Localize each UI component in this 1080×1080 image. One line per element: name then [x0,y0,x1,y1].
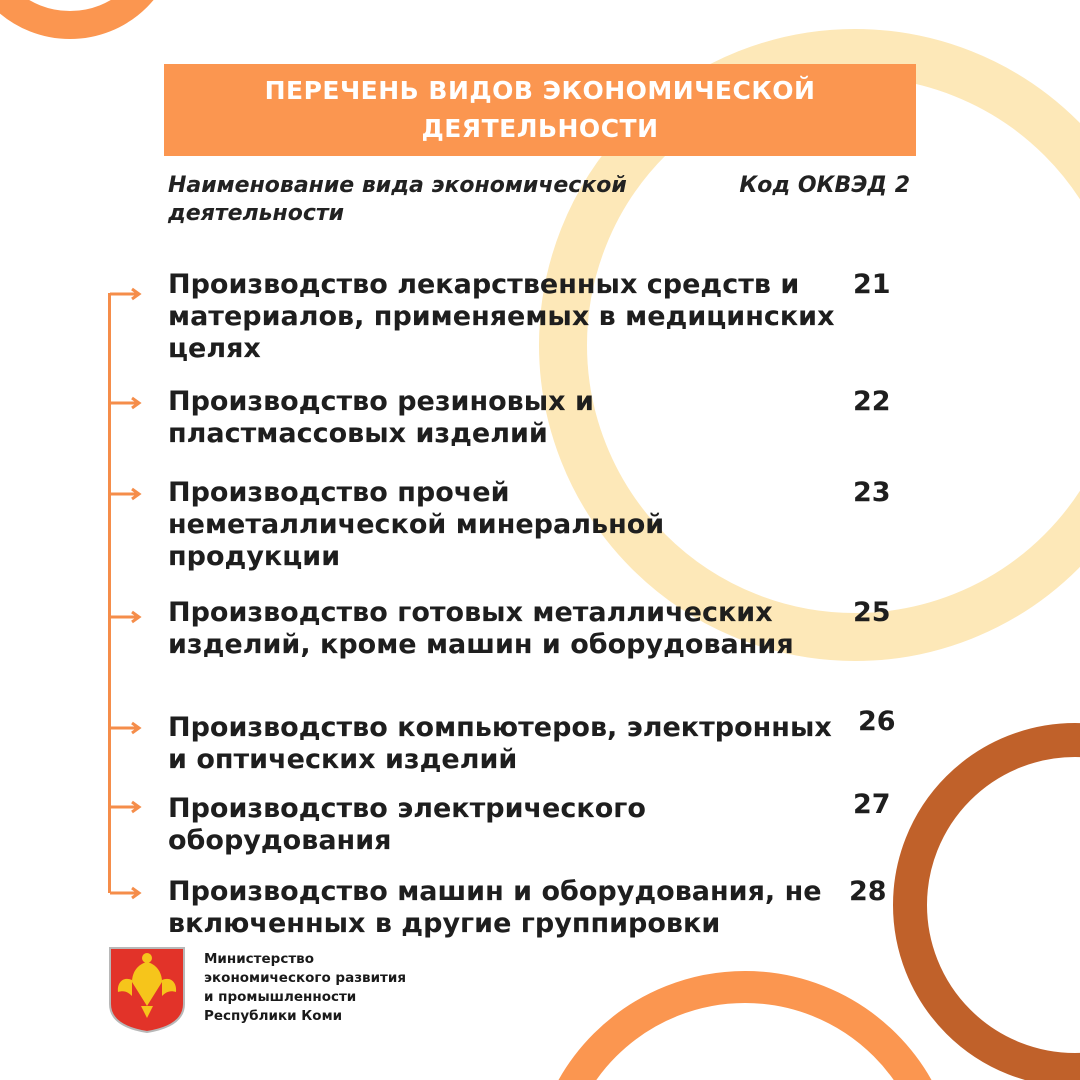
item-code: 22 [853,386,891,417]
ministry-name [204,950,464,1026]
ministry-line: Республики Коми [204,1008,343,1024]
item-label: Производство прочей неметаллической минеральной продукции [168,477,665,572]
arrow-right-icon [110,487,142,501]
banner-title: ПЕРЕЧЕНЬ ВИДОВ ЭКОНОМИЧЕСКОЙ ДЕЯТЕЛЬНОСТИ [264,76,816,143]
item-label: Производство лекарственных средств и материалов, применяемых в медицинских целях [168,269,835,364]
arrow-right-icon [110,800,142,814]
item-code: 21 [853,269,891,300]
arrow-right-icon [110,610,142,624]
item-code: 27 [853,789,891,820]
item-label: Производство электрического оборудования [168,793,646,856]
bottom-orange-ring [547,987,943,1080]
item-label: Производство резиновых и пластмассовых изделий [168,386,594,449]
item-label: Производство машин и оборудования, не включенных в другие группировки [168,876,822,939]
item-code: 23 [853,477,891,508]
item-code: 26 [858,706,896,737]
title-banner [164,64,916,156]
item-label: Производство готовых металлических изделий, кроме машин и оборудования [168,597,794,660]
column-header-name: Наименование вида экономической деятельности [168,173,627,226]
item-code: 28 [849,876,887,907]
ministry-line: Министерство [204,951,314,967]
ministry-line: и промышленности [204,989,357,1005]
arrow-right-icon [110,287,142,301]
arrow-right-icon [110,886,142,900]
top-left-ring [0,0,165,25]
ministry-line: экономического развития [204,970,406,986]
arrow-right-icon [110,396,142,410]
item-code: 25 [853,597,891,628]
column-header-code: Код ОКВЭД 2 [739,173,910,198]
komi-coat-of-arms-icon [108,946,186,1034]
dark-orange-ring [910,740,1080,1070]
item-label: Производство компьютеров, электронных и оптических изделий [168,712,832,775]
arrow-right-icon [110,721,142,735]
